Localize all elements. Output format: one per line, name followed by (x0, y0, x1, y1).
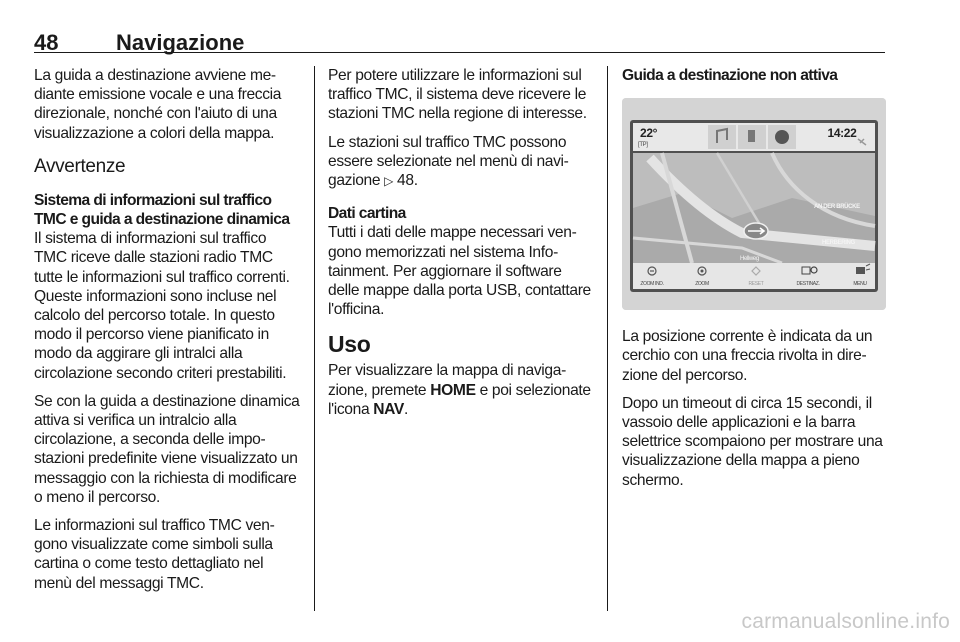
paragraph-usage: Per visualizzare la mappa di navigazione, premete HOME e poi selezionate l'icona NAV. (328, 362, 591, 418)
page-header (34, 30, 885, 55)
column-1 (34, 66, 300, 602)
paragraph-position: La posizione corrente è indicata da un cerchio con una freccia rivolta in direzione del percorso. (622, 328, 873, 384)
destination-button: DESTINAZ. (796, 281, 820, 288)
phone-app-icon (748, 130, 755, 142)
subheading-tmc: Sistema di informazioni sul traffico TMC e guida a destinazione dinamica (34, 191, 290, 229)
street-label-1: AN DER BRÜCKE (814, 204, 860, 211)
section-heading-avvertenze: Avvertenze (34, 155, 126, 177)
traffic-program-indicator: [TP] (638, 142, 648, 149)
temperature-readout: 22° (640, 126, 658, 141)
column-3 (622, 66, 888, 499)
navigation-screen-photo (622, 98, 886, 310)
current-position-marker-icon (744, 223, 768, 239)
subheading-guidance-inactive: Guida a destinazione non attiva (622, 67, 838, 84)
subheading-map-data: Dati cartina (328, 205, 406, 223)
zoom-out-button: ZOOM IND. (640, 281, 664, 288)
paragraph-tmc-1: Il sistema di informazioni sul traffico TMC riceve dalle stazioni radio TMC tutte le informazioni sul traffico correnti. Queste informazioni sono incluse nel calcolo del percorso totale. In questo modo il percorso viene pianificato in modo da aggirare gli intralci alla circolazione secondo criteri prestabiliti. (34, 230, 290, 382)
column-divider-1 (314, 66, 315, 611)
zoom-in-button: ZOOM (695, 281, 709, 288)
paragraph-reception: Per potere utilizzare le informazioni sul traffico TMC, il sistema deve ricevere le stazioni TMC nella regione di interesse. (328, 67, 587, 123)
navigation-screen-drawing (622, 98, 886, 310)
paragraph-map-data: Tutti i dati delle mappe necessari vengono memorizzati nel sistema Infotainment. Per aggiornare il software delle mappe dalla porta USB, contattare l'officina. (328, 224, 591, 319)
paragraph-stations: Le stazioni sul traffico TMC possono essere selezionate nel menù di navigazione ▷ 48. (328, 133, 569, 190)
watermark: carmanualsonline.info (741, 610, 950, 633)
column-2 (328, 66, 594, 428)
section-heading-uso: Uso (328, 331, 371, 358)
page-title: Navigazione (116, 30, 245, 55)
page-number: 48 (34, 30, 59, 55)
street-label-3: Hellweg (740, 256, 759, 263)
street-label-2: HERBERING (822, 240, 855, 247)
nav-app-icon (775, 130, 789, 144)
home-key-label: HOME (430, 381, 476, 399)
nav-icon-label: NAV (373, 400, 404, 418)
paragraph-timeout: Dopo un timeout di circa 15 secondi, il vassoio delle applicazioni e la barra selettrice scompaiono per mostrare una visualizzazione della mappa a pieno schermo. (622, 394, 883, 489)
reset-button: RESET (748, 281, 764, 288)
column-divider-2 (607, 66, 608, 611)
menu-button: MENU (853, 281, 867, 288)
page-reference-arrow-icon: ▷ (384, 174, 394, 189)
paragraph-tmc-3: Le informazioni sul traffico TMC vengono visualizzate come simboli sulla cartina o come testo dettagliato nel menù del messaggi TMC. (34, 517, 275, 592)
clock-readout: 14:22 (827, 126, 857, 141)
header-rule (34, 52, 885, 53)
paragraph-tmc-2: Se con la guida a destinazione dinamica attiva si verifica un intralcio alla circolazione, a seconda delle impostazioni predefinite viene visualizzato un messaggio con la richiesta di modificare o meno il percorso. (34, 392, 300, 506)
intro-paragraph: La guida a destinazione avviene mediante emissione vocale e una freccia direzionale, nonché con l'aiuto di una visualizzazione a colori della mappa. (34, 67, 282, 142)
